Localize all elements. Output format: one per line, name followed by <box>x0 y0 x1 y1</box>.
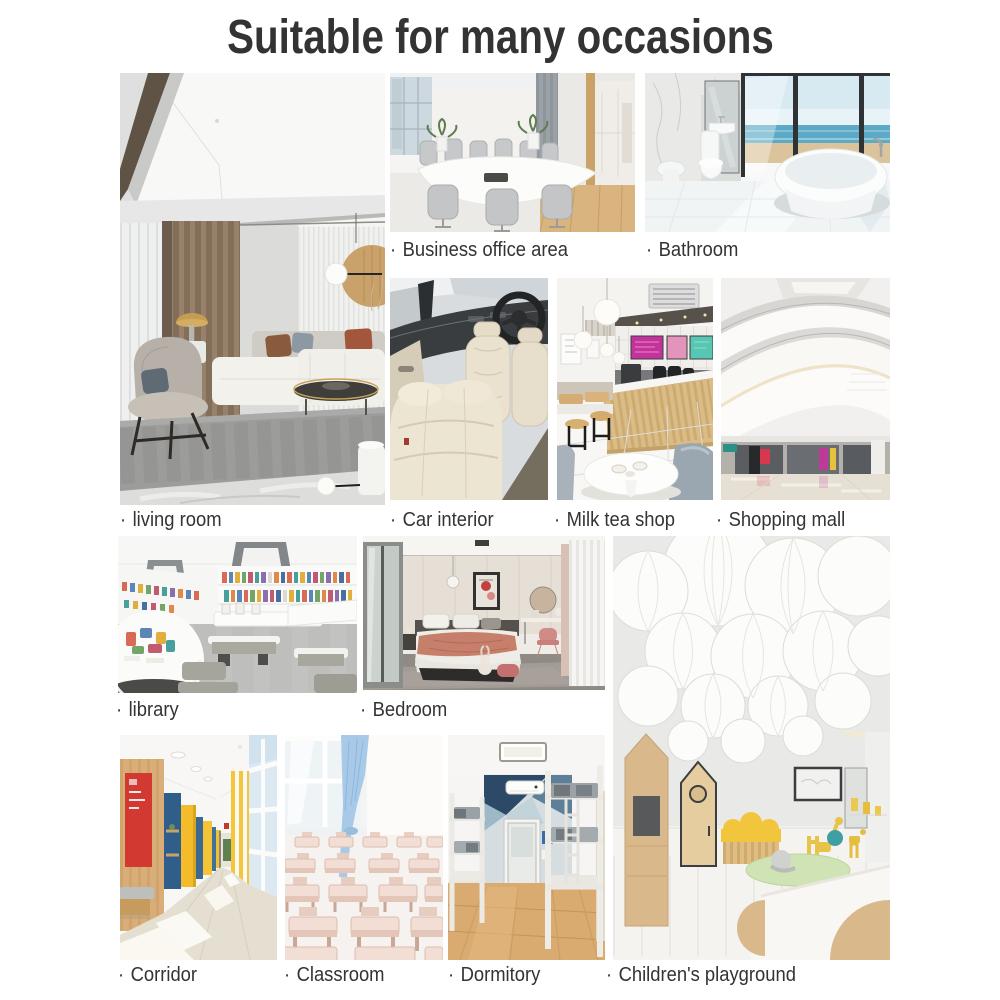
caption-text: library <box>128 699 179 721</box>
bullet-icon: · <box>284 964 291 986</box>
caption-classroom <box>284 962 385 988</box>
classroom-illustration <box>285 735 443 960</box>
photo-library <box>118 536 357 693</box>
children-playground-illustration <box>613 536 890 960</box>
caption-shopping-mall <box>716 507 845 533</box>
dormitory-illustration <box>448 735 605 960</box>
photo-bedroom <box>363 536 605 690</box>
caption-text: Classroom <box>296 964 385 986</box>
bullet-icon: · <box>390 509 397 531</box>
caption-milk-tea-shop <box>554 507 675 533</box>
living-room-illustration <box>120 73 385 505</box>
bedroom-illustration <box>363 536 605 690</box>
caption-living-room <box>120 507 222 533</box>
caption-business-office-area <box>390 237 568 263</box>
caption-text: Bedroom <box>372 699 448 721</box>
caption-text: Dormitory <box>460 964 541 986</box>
library-illustration <box>118 536 357 693</box>
caption-text: Children's playground <box>618 964 796 986</box>
photo-business-office-area <box>390 73 635 232</box>
caption-text: Car interior <box>402 509 494 531</box>
bathroom-illustration <box>645 73 890 232</box>
shopping-mall-illustration <box>721 278 890 500</box>
bullet-icon: · <box>118 964 125 986</box>
milk-tea-shop-illustration <box>557 278 713 500</box>
bullet-icon: · <box>646 239 653 261</box>
photo-shopping-mall <box>721 278 890 500</box>
caption-car-interior <box>390 507 494 533</box>
caption-bedroom <box>360 697 447 723</box>
photo-car-interior <box>390 278 548 500</box>
bullet-icon: · <box>606 964 613 986</box>
caption-text: Bathroom <box>658 239 739 261</box>
photo-dormitory <box>448 735 605 960</box>
caption-text: Business office area <box>402 239 568 261</box>
photo-bathroom <box>645 73 890 232</box>
photo-living-room <box>120 73 385 505</box>
photo-classroom <box>285 735 443 960</box>
caption-text: Corridor <box>130 964 198 986</box>
bullet-icon: · <box>716 509 723 531</box>
bullet-icon: · <box>448 964 455 986</box>
caption-children-playground <box>606 962 796 988</box>
photo-corridor <box>120 735 277 960</box>
caption-corridor <box>118 962 197 988</box>
business-office-illustration <box>390 73 635 232</box>
bullet-icon: · <box>390 239 397 261</box>
caption-library <box>116 697 179 723</box>
caption-text: living room <box>132 509 222 531</box>
photo-children-playground <box>613 536 890 960</box>
bullet-icon: · <box>120 509 127 531</box>
caption-bathroom <box>646 237 738 263</box>
caption-dormitory <box>448 962 540 988</box>
car-interior-illustration <box>390 278 548 500</box>
bullet-icon: · <box>554 509 561 531</box>
caption-text: Milk tea shop <box>566 509 675 531</box>
page-title: Suitable for many occasions <box>226 11 774 64</box>
photo-milk-tea-shop <box>557 278 713 500</box>
bullet-icon: · <box>116 699 123 721</box>
bullet-icon: · <box>360 699 367 721</box>
corridor-illustration <box>120 735 277 960</box>
caption-text: Shopping mall <box>728 509 846 531</box>
